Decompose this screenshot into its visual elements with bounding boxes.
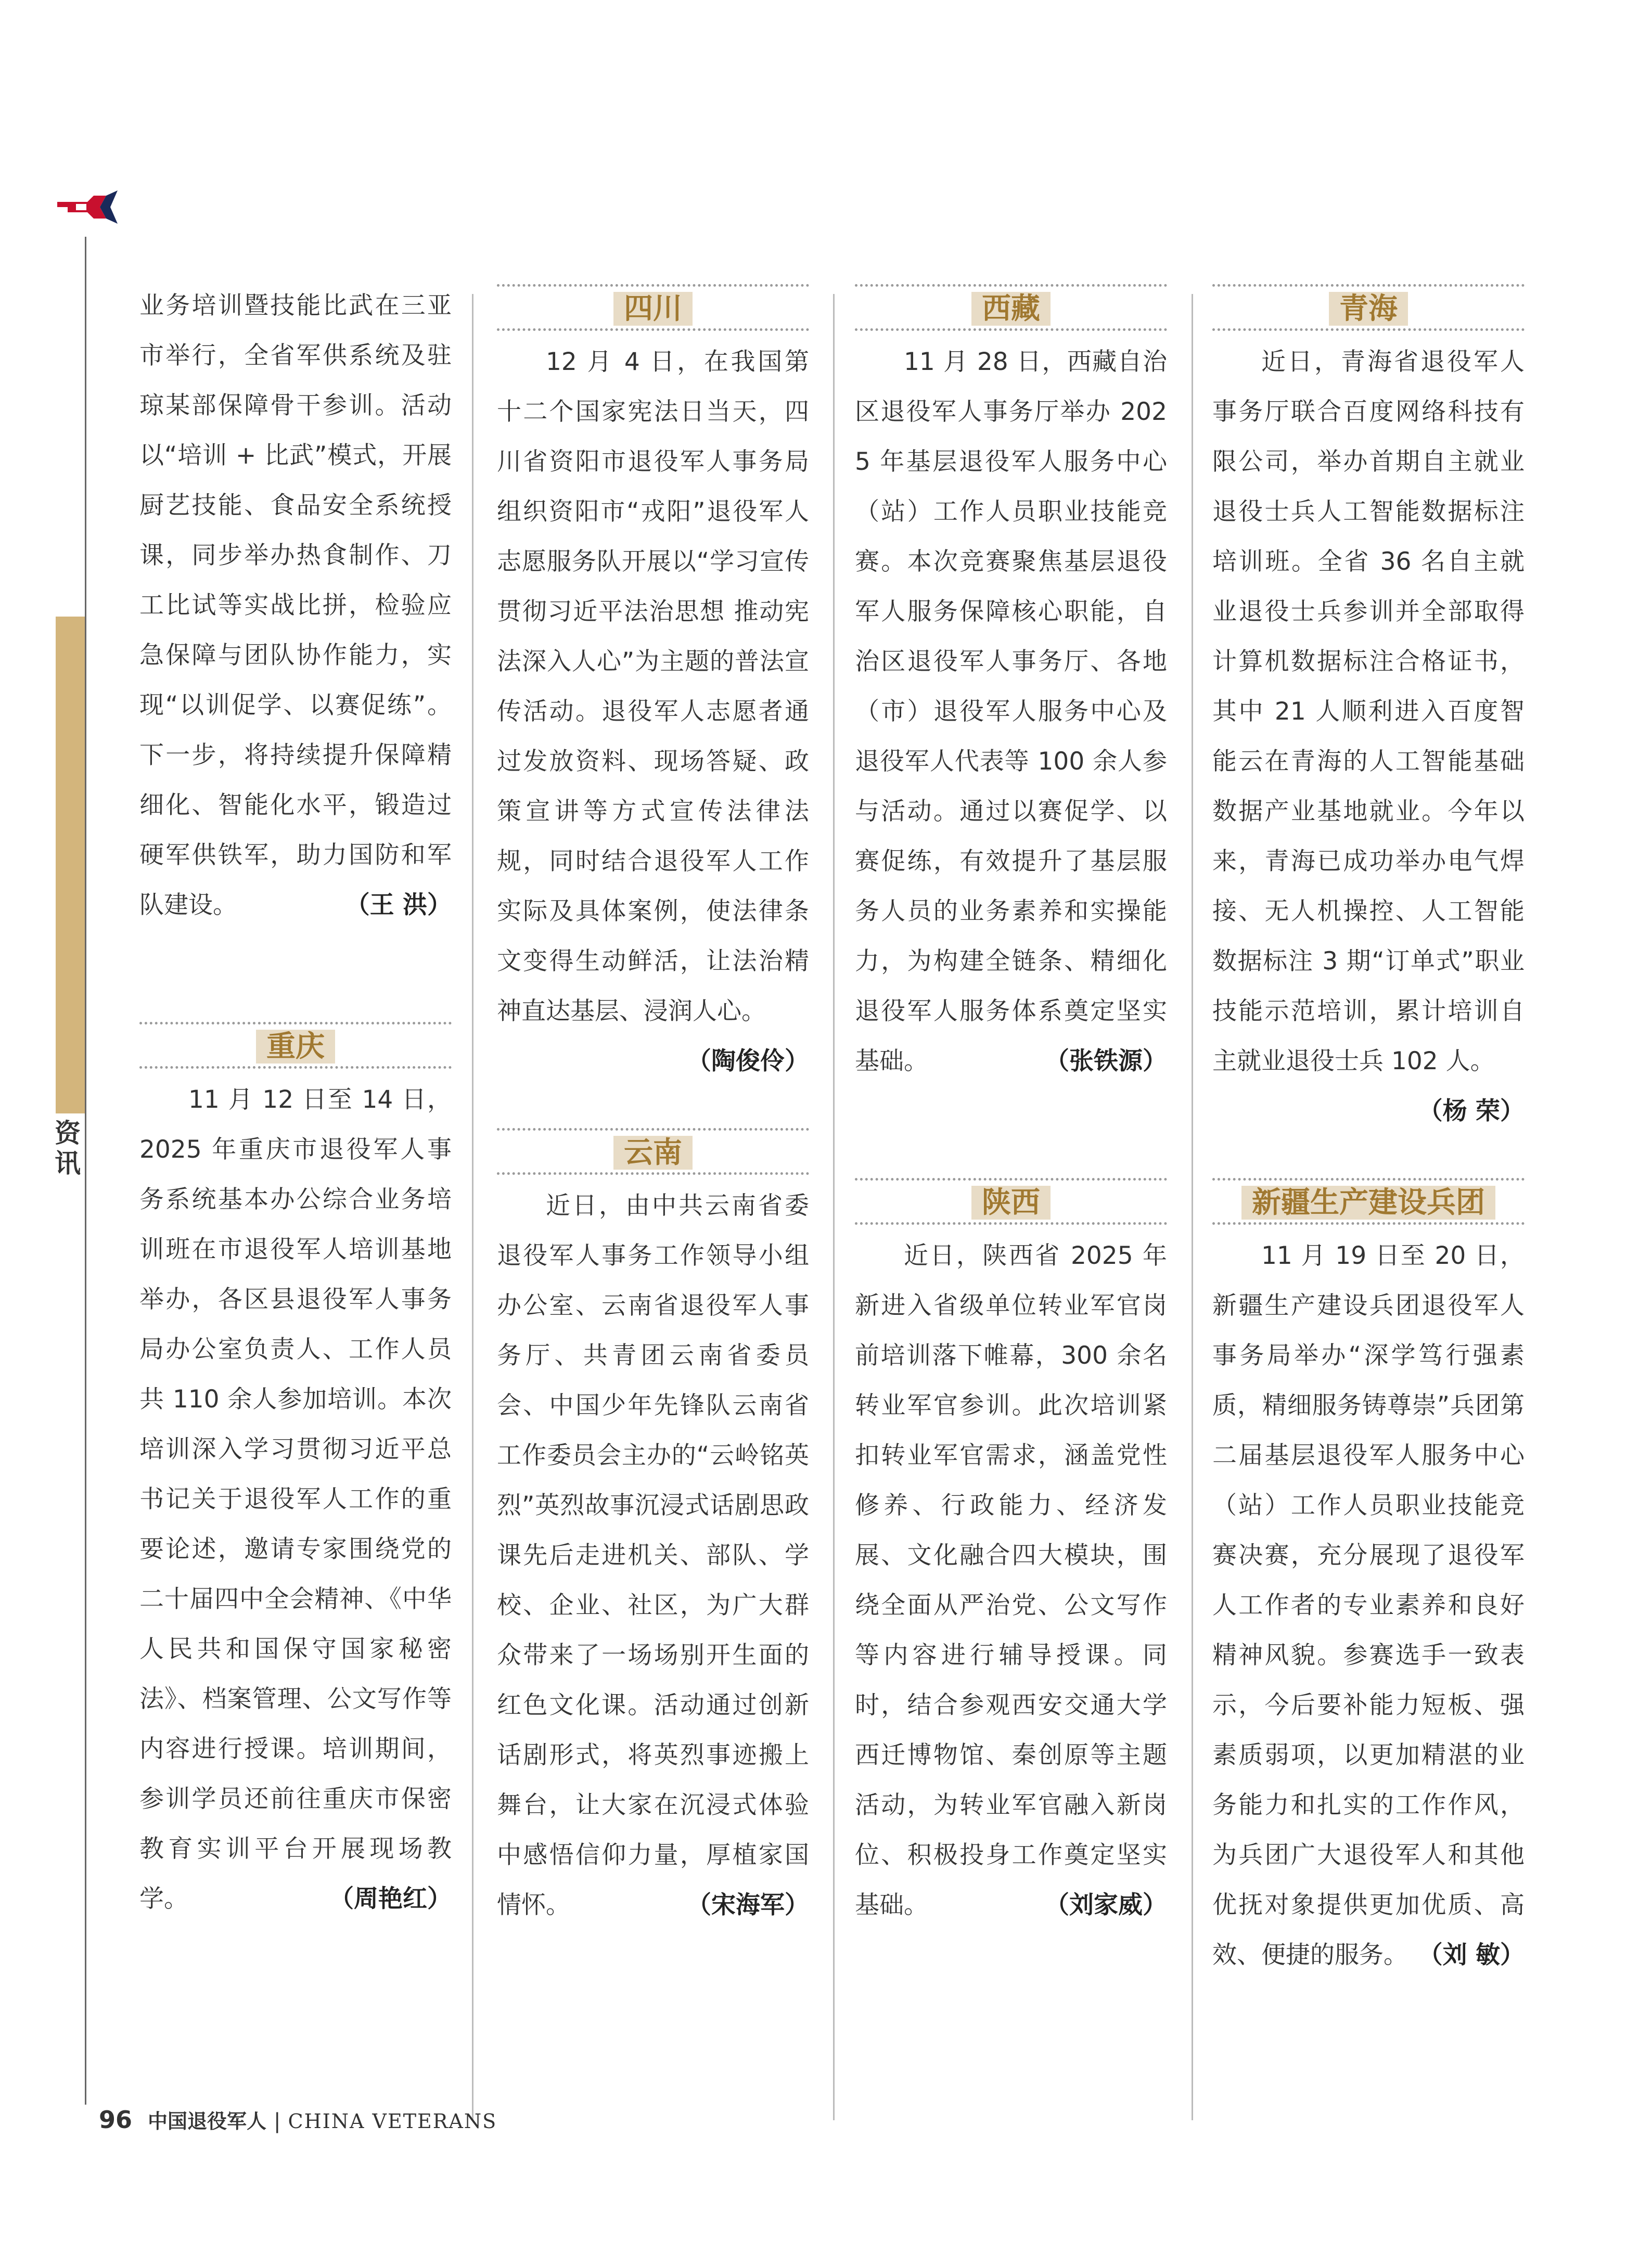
- page-footer: [99, 2105, 497, 2136]
- region-header: [139, 1019, 452, 1070]
- article-body: 12 月 4 日，在我国第十二个国家宪法日当天，四川省资阳市退役军人事务局组织资阳市“戎阳”退役军人志愿服务队开展以“学习宣传贯彻习近平法治思想 推动宪法深入人心”为主题的普法宣传活动。退役军人志愿者通过发放资料、现场答疑、政策宣讲等方式宣传法律法规，同时结合退役军人工作实际及具体案例，使法律条文变得生动鲜活，让法治精神直达基层、浸润人心。 （陶俊伶）: [497, 337, 809, 1036]
- section-label: [52, 1119, 83, 1178]
- region-title: 重庆: [256, 1030, 335, 1064]
- magazine-name-en: CHINA VETERANS: [288, 2110, 497, 2133]
- region-title: 云南: [613, 1136, 693, 1170]
- article-author: （王 洪）: [345, 891, 452, 919]
- section-label-char: 资: [55, 1118, 81, 1148]
- region-header: [855, 1175, 1167, 1226]
- region-header: [855, 281, 1167, 332]
- section-label-char: 讯: [55, 1148, 81, 1178]
- article-author: （杨 荣）: [1418, 1097, 1525, 1125]
- region-title: 四川: [613, 292, 693, 326]
- magazine-logo-icon: [56, 186, 119, 228]
- magazine-name-cn: 中国退役军人: [148, 2110, 267, 2133]
- footer-separator: |: [274, 2109, 281, 2133]
- article-body: 11 月 19 日至 20 日，新疆生产建设兵团退役军人事务局举办“深学笃行强素质，精细服务铸尊崇”兵团第二届基层退役军人服务中心（站）工作人员职业技能竞赛决赛，充分展现了退役军人工作者的专业素养和良好精神风貌。参赛选手一致表示，今后要补能力短板、强素质弱项，以更加精湛的业务能力和扎实的工作作风，为兵团广大退役军人和其他优抚对象提供更加优质、高效、便捷的服务。 （刘 敏）: [1212, 1231, 1525, 1980]
- page-number: 96: [99, 2106, 133, 2134]
- region-title: 陕西: [971, 1186, 1051, 1220]
- article-yunnan: [497, 1125, 809, 1930]
- article-column-4: [1212, 281, 1525, 1980]
- article-author: （刘家威）: [1045, 1891, 1167, 1919]
- region-header: [1212, 1175, 1525, 1226]
- article-xizang: [855, 281, 1167, 1086]
- article-column-3: [855, 281, 1167, 1930]
- article-body: 近日，由中共云南省委退役军人事务工作领导小组办公室、云南省退役军人事务厅、共青团云南省委员会、中国少年先锋队云南省工作委员会主办的“云岭铭英烈”英烈故事沉浸式话剧思政课先后走进机关、部队、学校、企业、社区，为广大群众带来了一场场别开生面的红色文化课。活动通过创新话剧形式，将英烈事迹搬上舞台，让大家在沉浸式体验中感悟信仰力量，厚植家国情怀。 （宋海军）: [497, 1181, 809, 1930]
- article-column-1: [139, 281, 452, 1924]
- article-continued: [139, 281, 452, 930]
- article-author: （宋海军）: [687, 1891, 809, 1919]
- left-margin-rule: [85, 237, 86, 2105]
- article-author: （周艳红）: [329, 1885, 452, 1913]
- article-chongqing: [139, 1019, 452, 1924]
- article-body: 近日，青海省退役军人事务厅联合百度网络科技有限公司，举办首期自主就业退役士兵人工智能数据标注培训班。全省 36 名自主就业退役士兵参训并全部取得计算机数据标注合格证书，其中 21 人顺利进入百度智能云在青海的人工智能基础数据产业基地就业。今年以来，青海已成功举办电气焊接、无人机操控、人工智能数据标注 3 期“订单式”职业技能示范培训，累计培训自主就业退役士兵 102 人。 （杨 荣）: [1212, 337, 1525, 1086]
- article-body: 11 月 28 日，西藏自治区退役军人事务厅举办 2025 年基层退役军人服务中心（站）工作人员职业技能竞赛。本次竞赛聚焦基层退役军人服务保障核心职能，自治区退役军人事务厅、各地（市）退役军人服务中心及退役军人代表等 100 余人参与活动。通过以赛促学、以赛促练，有效提升了基层服务人员的业务素养和实操能力，为构建全链条、精细化退役军人服务体系奠定坚实基础。 （张铁源）: [855, 337, 1167, 1086]
- region-header: [497, 281, 809, 332]
- region-title: 青海: [1329, 292, 1408, 326]
- column-divider: [833, 294, 835, 2120]
- article-column-2: [497, 281, 809, 1930]
- column-divider: [1192, 294, 1193, 2120]
- region-title: 西藏: [971, 292, 1051, 326]
- region-title: 新疆生产建设兵团: [1241, 1186, 1495, 1220]
- article-author: （陶俊伶）: [687, 1047, 809, 1075]
- section-color-bar: [56, 617, 85, 1113]
- article-sichuan: [497, 281, 809, 1075]
- article-xinjiang-bingtuan: [1212, 1175, 1525, 1980]
- article-shaanxi: [855, 1175, 1167, 1930]
- column-divider: [472, 294, 473, 2120]
- article-qinghai: [1212, 281, 1525, 1125]
- region-header: [1212, 281, 1525, 332]
- region-header: [497, 1125, 809, 1176]
- article-body: 11 月 12 日至 14 日，2025 年重庆市退役军人事务系统基本办公综合业务培训班在市退役军人培训基地举办，各区县退役军人事务局办公室负责人、工作人员共 110 余人参加培训。本次培训深入学习贯彻习近平总书记关于退役军人工作的重要论述，邀请专家围绕党的二十届四中全会精神、《中华人民共和国保守国家秘密法》、档案管理、公文写作等内容进行授课。培训期间，参训学员还前往重庆市保密教育实训平台开展现场教学。 （周艳红）: [139, 1075, 452, 1924]
- article-body: 近日，陕西省 2025 年新进入省级单位转业军官岗前培训落下帷幕，300 余名转业军官参训。此次培训紧扣转业军官需求，涵盖党性修养、行政能力、经济发展、文化融合四大模块，围绕全面从严治党、公文写作等内容进行辅导授课。同时，结合参观西安交通大学西迁博物馆、秦创原等主题活动，为转业军官融入新岗位、积极投身工作奠定坚实基础。 （刘家威）: [855, 1231, 1167, 1930]
- article-author: （张铁源）: [1045, 1047, 1167, 1075]
- article-author: （刘 敏）: [1418, 1941, 1525, 1969]
- article-body: 业务培训暨技能比武在三亚市举行，全省军供系统及驻琼某部保障骨干参训。活动以“培训 + 比武”模式，开展厨艺技能、食品安全系统授课，同步举办热食制作、刀工比试等实战比拼，检验应急保障与团队协作能力，实现“以训促学、以赛促练”。下一步，将持续提升保障精细化、智能化水平，锻造过硬军供铁军，助力国防和军队建设。 （王 洪）: [139, 281, 452, 930]
